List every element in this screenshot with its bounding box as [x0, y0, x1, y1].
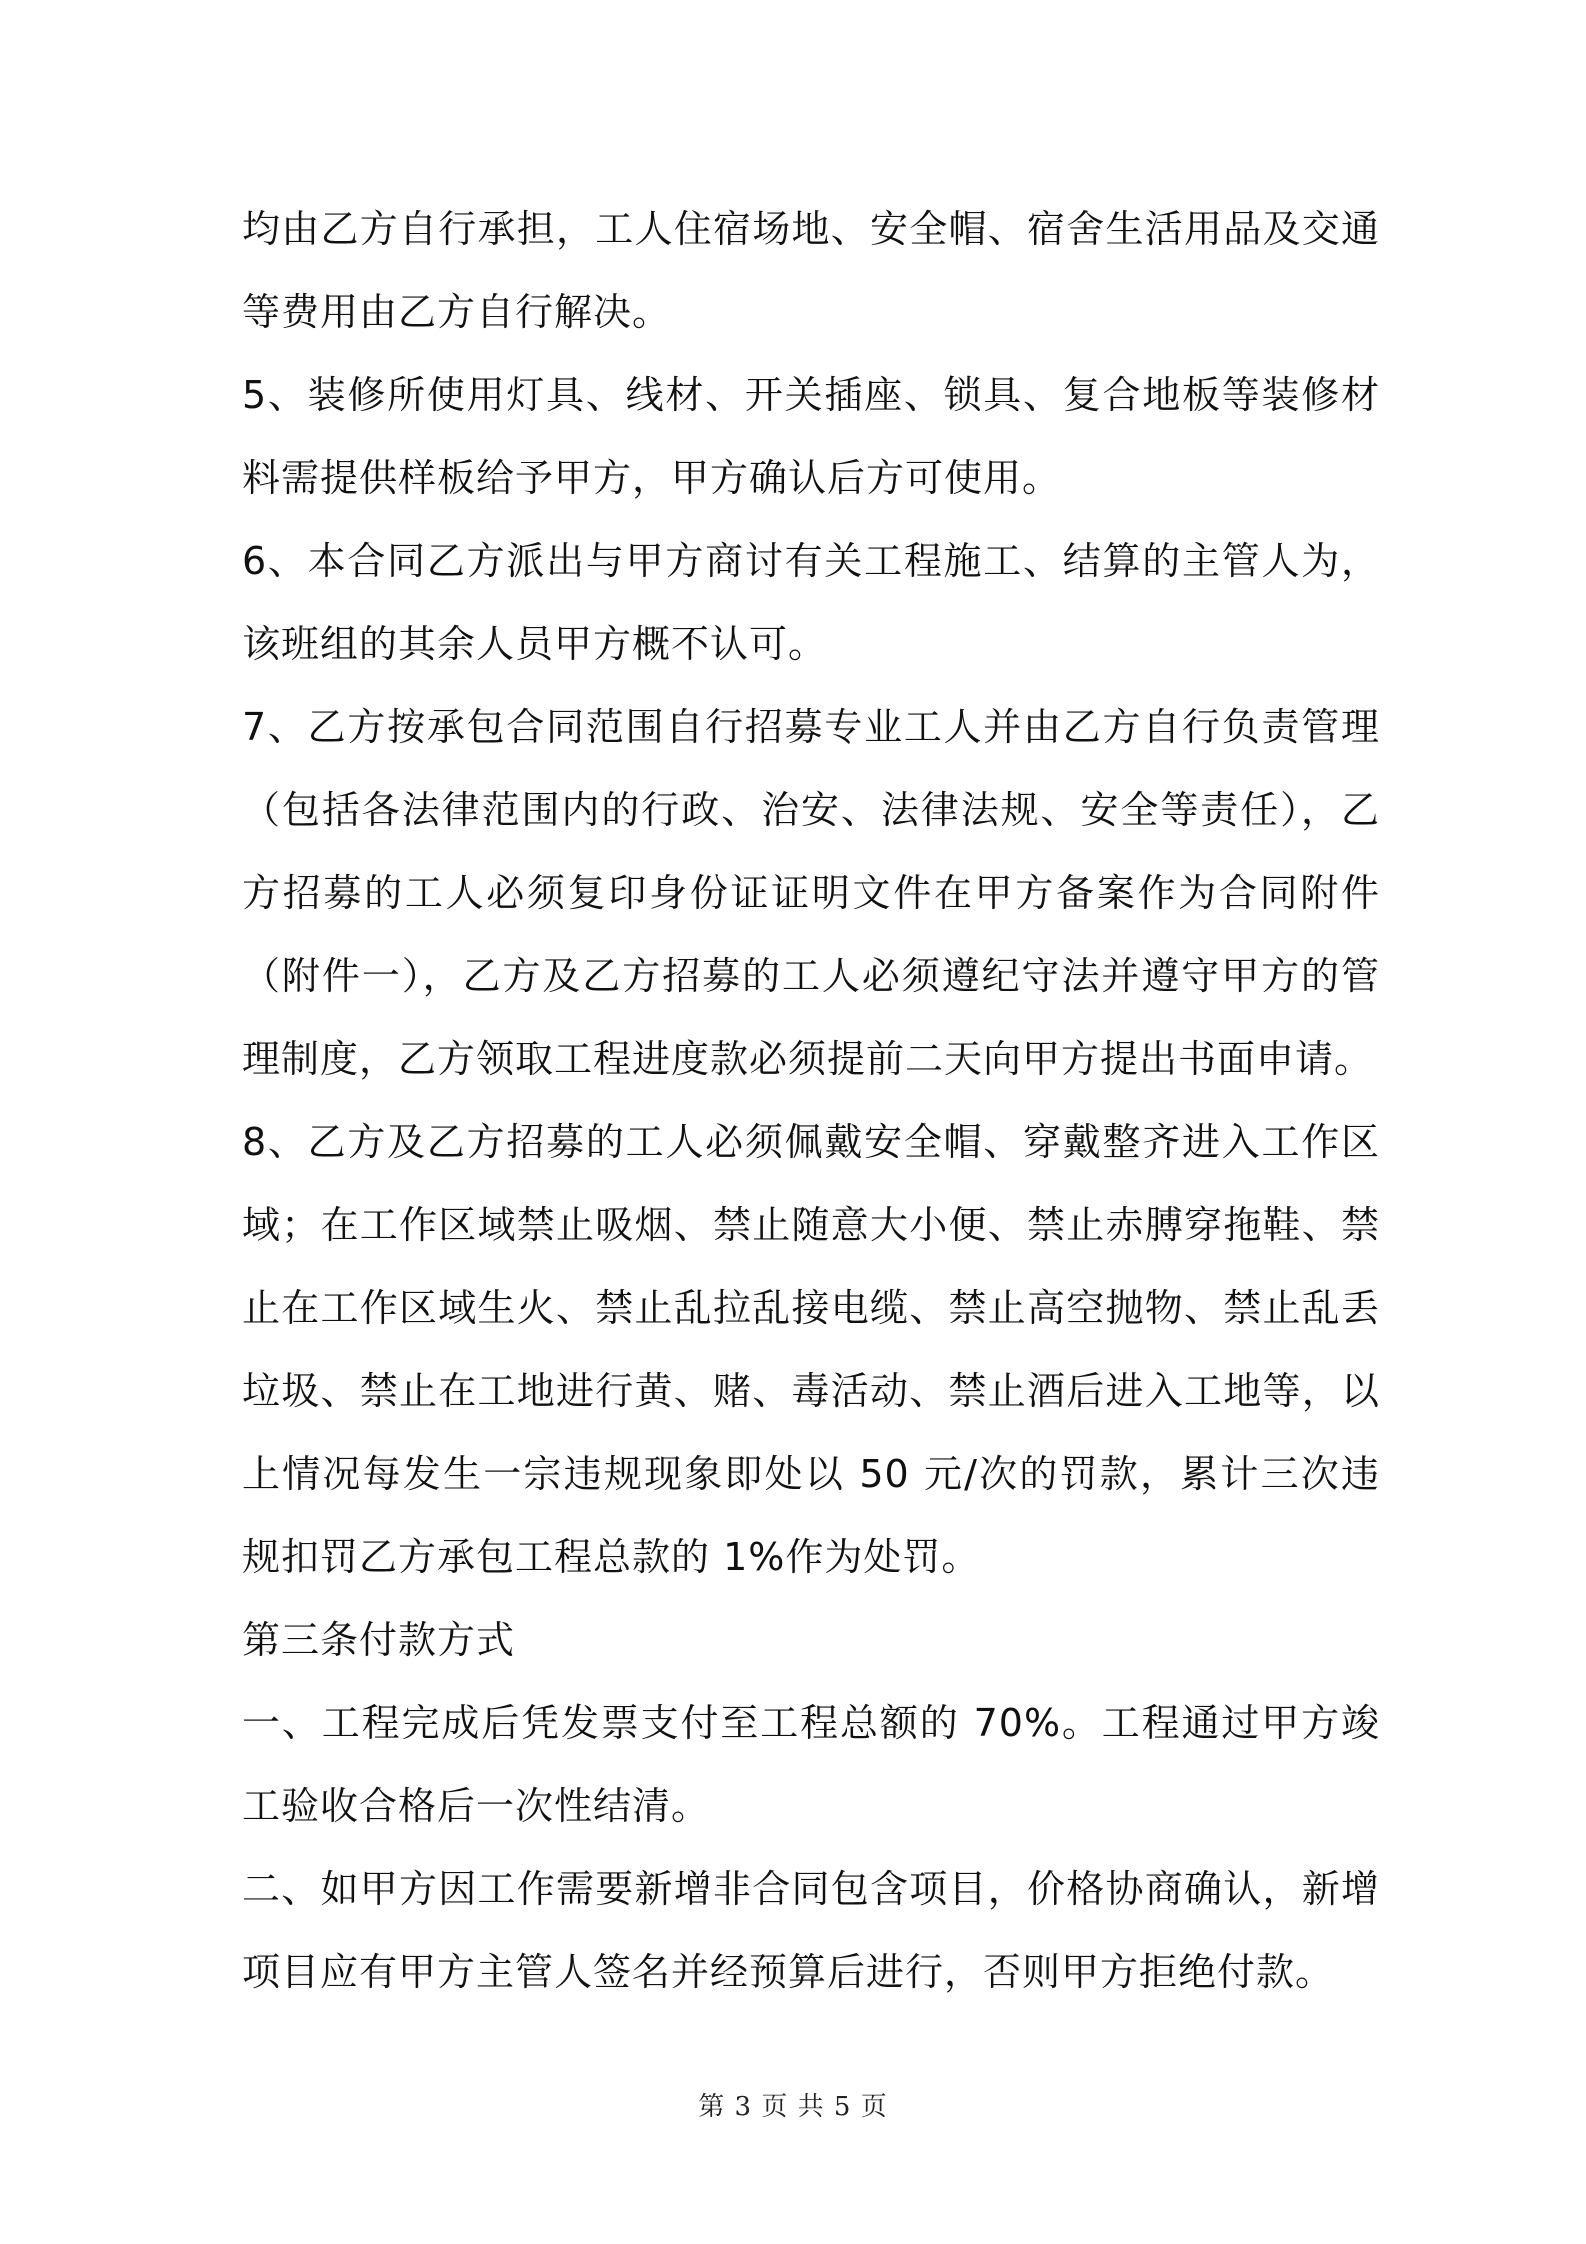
clause-5: 5、装修所使用灯具、线材、开关插座、锁具、复合地板等装修材料需提供样板给予甲方，甲方确认后方可使用。: [242, 373, 1380, 500]
paragraph-continuation: 均由乙方自行承担，工人住宿场地、安全帽、宿舍生活用品及交通等费用由乙方自行解决。: [242, 207, 1380, 334]
clause-6: 6、本合同乙方派出与甲方商讨有关工程施工、结算的主管人为，该班组的其余人员甲方概不认可。: [242, 539, 1380, 666]
contract-body: [242, 188, 1380, 2014]
clause-7: 7、乙方按承包合同范围自行招募专业工人并由乙方自行负责管理（包括各法律范围内的行政、治安、法律法规、安全等责任），乙方招募的工人必须复印身份证证明文件在甲方备案作为合同附件（附件一），乙方及乙方招募的工人必须遵纪守法并遵守甲方的管理制度，乙方领取工程进度款必须提前二天向甲方提出书面申请。: [242, 705, 1380, 1081]
section-heading-payment: 第三条付款方式: [242, 1618, 516, 1662]
page-number: 第 3 页 共 5 页: [698, 2092, 888, 2122]
payment-item-2: 二、如甲方因工作需要新增非合同包含项目，价格协商确认，新增项目应有甲方主管人签名并经预算后进行，否则甲方拒绝付款。: [242, 1867, 1380, 1994]
clause-8: 8、乙方及乙方招募的工人必须佩戴安全帽、穿戴整齐进入工作区域；在工作区域禁止吸烟、禁止随意大小便、禁止赤膊穿拖鞋、禁止在工作区域生火、禁止乱拉乱接电缆、禁止高空抛物、禁止乱丢垃圾、禁止在工地进行黄、赌、毒活动、禁止酒后进入工地等，以上情况每发生一宗违规现象即处以 50 元/次的罚款，累计三次违规扣罚乙方承包工程总款的 1%作为处罚。: [242, 1120, 1380, 1579]
payment-item-1: 一、工程完成后凭发票支付至工程总额的 70%。工程通过甲方竣工验收合格后一次性结清。: [242, 1701, 1380, 1828]
